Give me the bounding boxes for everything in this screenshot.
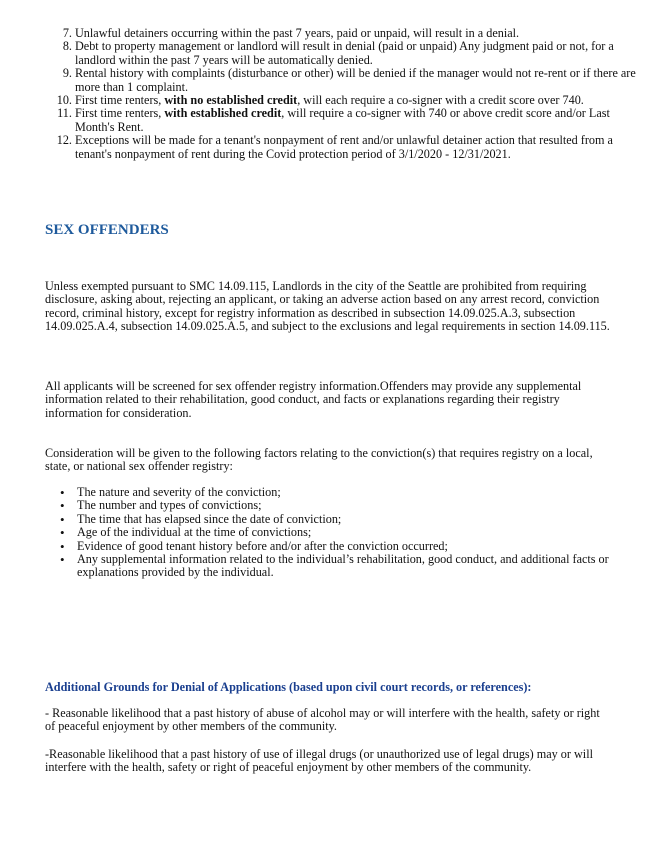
list-item: 10. First time renters, with no established credit, will each require a co-signer with a credit score over 740. — [75, 94, 637, 107]
list-item: 7. Unlawful detainers occurring within the past 7 years, paid or unpaid, will result in a denial. — [75, 27, 637, 40]
list-item: • The nature and severity of the conviction; — [77, 486, 639, 499]
consideration-factors-list — [45, 486, 639, 580]
seattle-ordinance-paragraph: Unless exempted pursuant to SMC 14.09.115, Landlords in the city of the Seattle are prohibited from requiring disclosure, asking about, rejecting an applicant, or taking an adverse action based on any arrest record, conviction record, criminal history, except for registry information as described in subsection 14.09.025.A.3, subsection 14.09.025.A.4, subsection 14.09.025.A.5, and subject to the exclusions and legal requirements in section 14.09.115. — [45, 279, 610, 334]
alcohol-paragraph: - Reasonable likelihood that a past history of abuse of alcohol may or will interfere with the health, safety or right of peaceful enjoyment by other members of the community. — [45, 706, 600, 734]
consideration-paragraph: Consideration will be given to the following factors relating to the conviction(s) that requires registry on a local, state, or national sex offender registry: — [45, 446, 593, 474]
registry-screening-paragraph: All applicants will be screened for sex offender registry information.Offenders may provide any supplemental information related to their rehabilitation, good conduct, and facts or explanations regarding their registry information for consideration. — [45, 379, 582, 420]
list-item: • Any supplemental information related to the individual’s rehabilitation, good conduct, and additional facts or explanations provided by the individual. — [77, 553, 639, 580]
list-item: 12. Exceptions will be made for a tenant's nonpayment of rent and/or unlawful detainer action that resulted from a tenant's nonpayment of rent during the Covid protection period of 3/1/2020 - 12/31/2021. — [75, 134, 637, 161]
list-item: 9. Rental history with complaints (disturbance or other) will be denied if the manager would not re-rent or if there are more than 1 complaint. — [75, 67, 637, 94]
list-item: 11. First time renters, with established credit, will require a co-signer with 740 or above credit score and/or Last Month's Rent. — [75, 107, 637, 134]
denial-rules-list — [45, 27, 637, 161]
list-item: • Evidence of good tenant history before and/or after the conviction occurred; — [77, 540, 639, 553]
sex-offenders-heading: SEX OFFENDERS — [45, 222, 169, 238]
drugs-paragraph: -Reasonable likelihood that a past history of use of illegal drugs (or unauthorized use of legal drugs) may or will interfere with the health, safety or right of peaceful enjoyment by other members of the community. — [45, 747, 593, 775]
list-item: • The time that has elapsed since the date of conviction; — [77, 513, 639, 526]
list-item: • The number and types of convictions; — [77, 499, 639, 512]
list-item: 8. Debt to property management or landlord will result in denial (paid or unpaid) Any judgment paid or not, for a landlord within the past 7 years will be automatically denied. — [75, 40, 637, 67]
additional-grounds-heading: Additional Grounds for Denial of Applications (based upon civil court records, or references): — [45, 680, 532, 694]
list-item: • Age of the individual at the time of convictions; — [77, 526, 639, 539]
